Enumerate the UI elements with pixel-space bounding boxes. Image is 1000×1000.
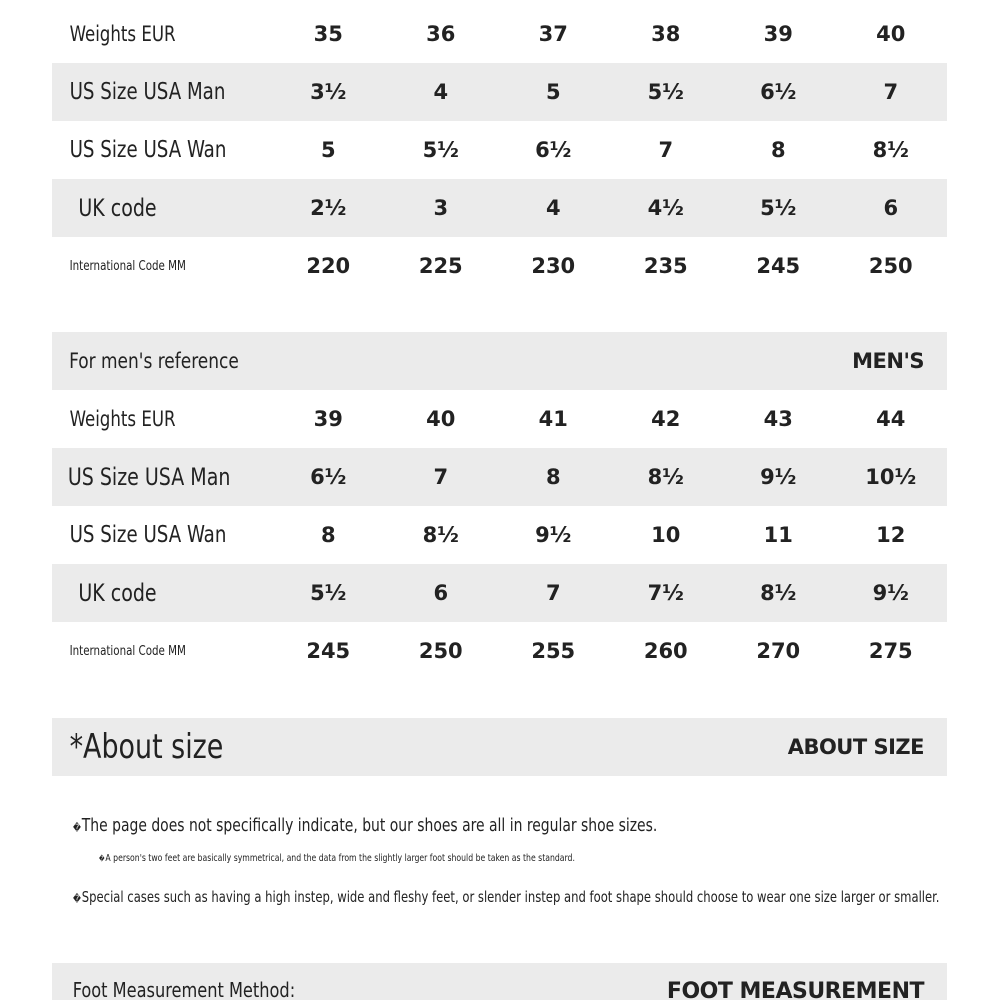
cell: 275	[868, 639, 913, 663]
section-title: For men's reference	[69, 349, 239, 373]
cell: 8½	[872, 138, 909, 162]
cell: 5½	[310, 581, 347, 605]
table-row	[52, 179, 947, 237]
cell: 6	[433, 581, 449, 605]
note-text: Special cases such as having a high instep, wide and fleshy feet, or slender instep and foot shape should choose to wear one size larger or smaller.	[81, 888, 940, 906]
cell: 12	[876, 523, 906, 547]
row-label: US Size USA Wan	[69, 137, 227, 163]
cell: 7	[545, 581, 561, 605]
cell: 40	[426, 407, 456, 431]
row-label: UK code	[78, 579, 157, 607]
cell: 9½	[535, 523, 572, 547]
cell: 44	[876, 407, 906, 431]
cell: 245	[756, 254, 801, 278]
cell: 9½	[760, 465, 797, 489]
row-label: US Size USA Wan	[69, 522, 227, 548]
table-row	[52, 390, 947, 448]
row-label: Weights EUR	[69, 407, 176, 431]
row-label: International Code MM	[69, 258, 186, 274]
about-note	[73, 888, 939, 906]
cell: 7	[883, 80, 899, 104]
row-label: International Code MM	[69, 643, 186, 659]
cell: 6½	[310, 465, 347, 489]
table-row	[52, 564, 947, 622]
section-title: *About size	[69, 727, 224, 767]
table-row	[52, 448, 947, 506]
cell: 43	[763, 407, 793, 431]
note-text: A person's two feet are basically symmetrical, and the data from the slightly larger foot should be taken as the standard.	[105, 853, 575, 864]
cell: 3½	[310, 80, 347, 104]
cell: 39	[763, 22, 793, 46]
cell: 225	[418, 254, 463, 278]
row-label: US Size USA Man	[69, 79, 226, 105]
section-tag: FOOT MEASUREMENT	[666, 979, 924, 1000]
cell: 245	[306, 639, 351, 663]
section-tag: ABOUT SIZE	[787, 735, 924, 759]
cell: 5½	[647, 80, 684, 104]
cell: 36	[426, 22, 456, 46]
cell: 5½	[422, 138, 459, 162]
cell: 220	[306, 254, 351, 278]
cell: 37	[538, 22, 568, 46]
cell: 8½	[760, 581, 797, 605]
cell: 11	[763, 523, 793, 547]
cell: 6	[883, 196, 899, 220]
cell: 250	[418, 639, 463, 663]
cell: 4	[545, 196, 561, 220]
men-section-header	[52, 332, 947, 390]
cell: 4	[433, 80, 449, 104]
bullet-icon: �	[73, 823, 81, 834]
cell: 5	[545, 80, 561, 104]
table-row	[52, 622, 947, 680]
cell: 7	[433, 465, 449, 489]
cell: 235	[643, 254, 688, 278]
table-row	[52, 5, 947, 63]
foot-measurement-header	[52, 963, 947, 1000]
about-size-header	[52, 718, 947, 776]
cell: 38	[651, 22, 681, 46]
cell: 41	[538, 407, 568, 431]
table-row	[52, 63, 947, 121]
cell: 8	[770, 138, 786, 162]
cell: 270	[756, 639, 801, 663]
cell: 35	[313, 22, 343, 46]
table-row	[52, 121, 947, 179]
cell: 10	[651, 523, 681, 547]
cell: 5	[320, 138, 336, 162]
cell: 260	[643, 639, 688, 663]
cell: 7½	[647, 581, 684, 605]
cell: 255	[531, 639, 576, 663]
cell: 9½	[872, 581, 909, 605]
bullet-icon: �	[99, 855, 105, 863]
table-row	[52, 237, 947, 295]
cell: 6½	[760, 80, 797, 104]
cell: 250	[868, 254, 913, 278]
cell: 42	[651, 407, 681, 431]
cell: 2½	[310, 196, 347, 220]
cell: 5½	[760, 196, 797, 220]
cell: 4½	[647, 196, 684, 220]
cell: 10½	[865, 465, 917, 489]
cell: 6½	[535, 138, 572, 162]
note-text: The page does not specifically indicate, but our shoes are all in regular shoe sizes.	[81, 815, 658, 836]
cell: 8½	[422, 523, 459, 547]
cell: 39	[313, 407, 343, 431]
cell: 40	[876, 22, 906, 46]
about-note	[99, 853, 575, 864]
row-label: UK code	[78, 194, 157, 222]
section-tag: MEN'S	[852, 349, 924, 373]
table-row	[52, 506, 947, 564]
cell: 230	[531, 254, 576, 278]
cell: 8	[320, 523, 336, 547]
cell: 7	[658, 138, 674, 162]
bullet-icon: �	[73, 894, 81, 905]
cell: 8½	[647, 465, 684, 489]
about-note	[73, 815, 657, 836]
cell: 3	[433, 196, 449, 220]
section-title: Foot Measurement Method:	[72, 978, 296, 1000]
row-label: Weights EUR	[69, 22, 176, 46]
row-label: US Size USA Man	[67, 463, 231, 491]
cell: 8	[545, 465, 561, 489]
